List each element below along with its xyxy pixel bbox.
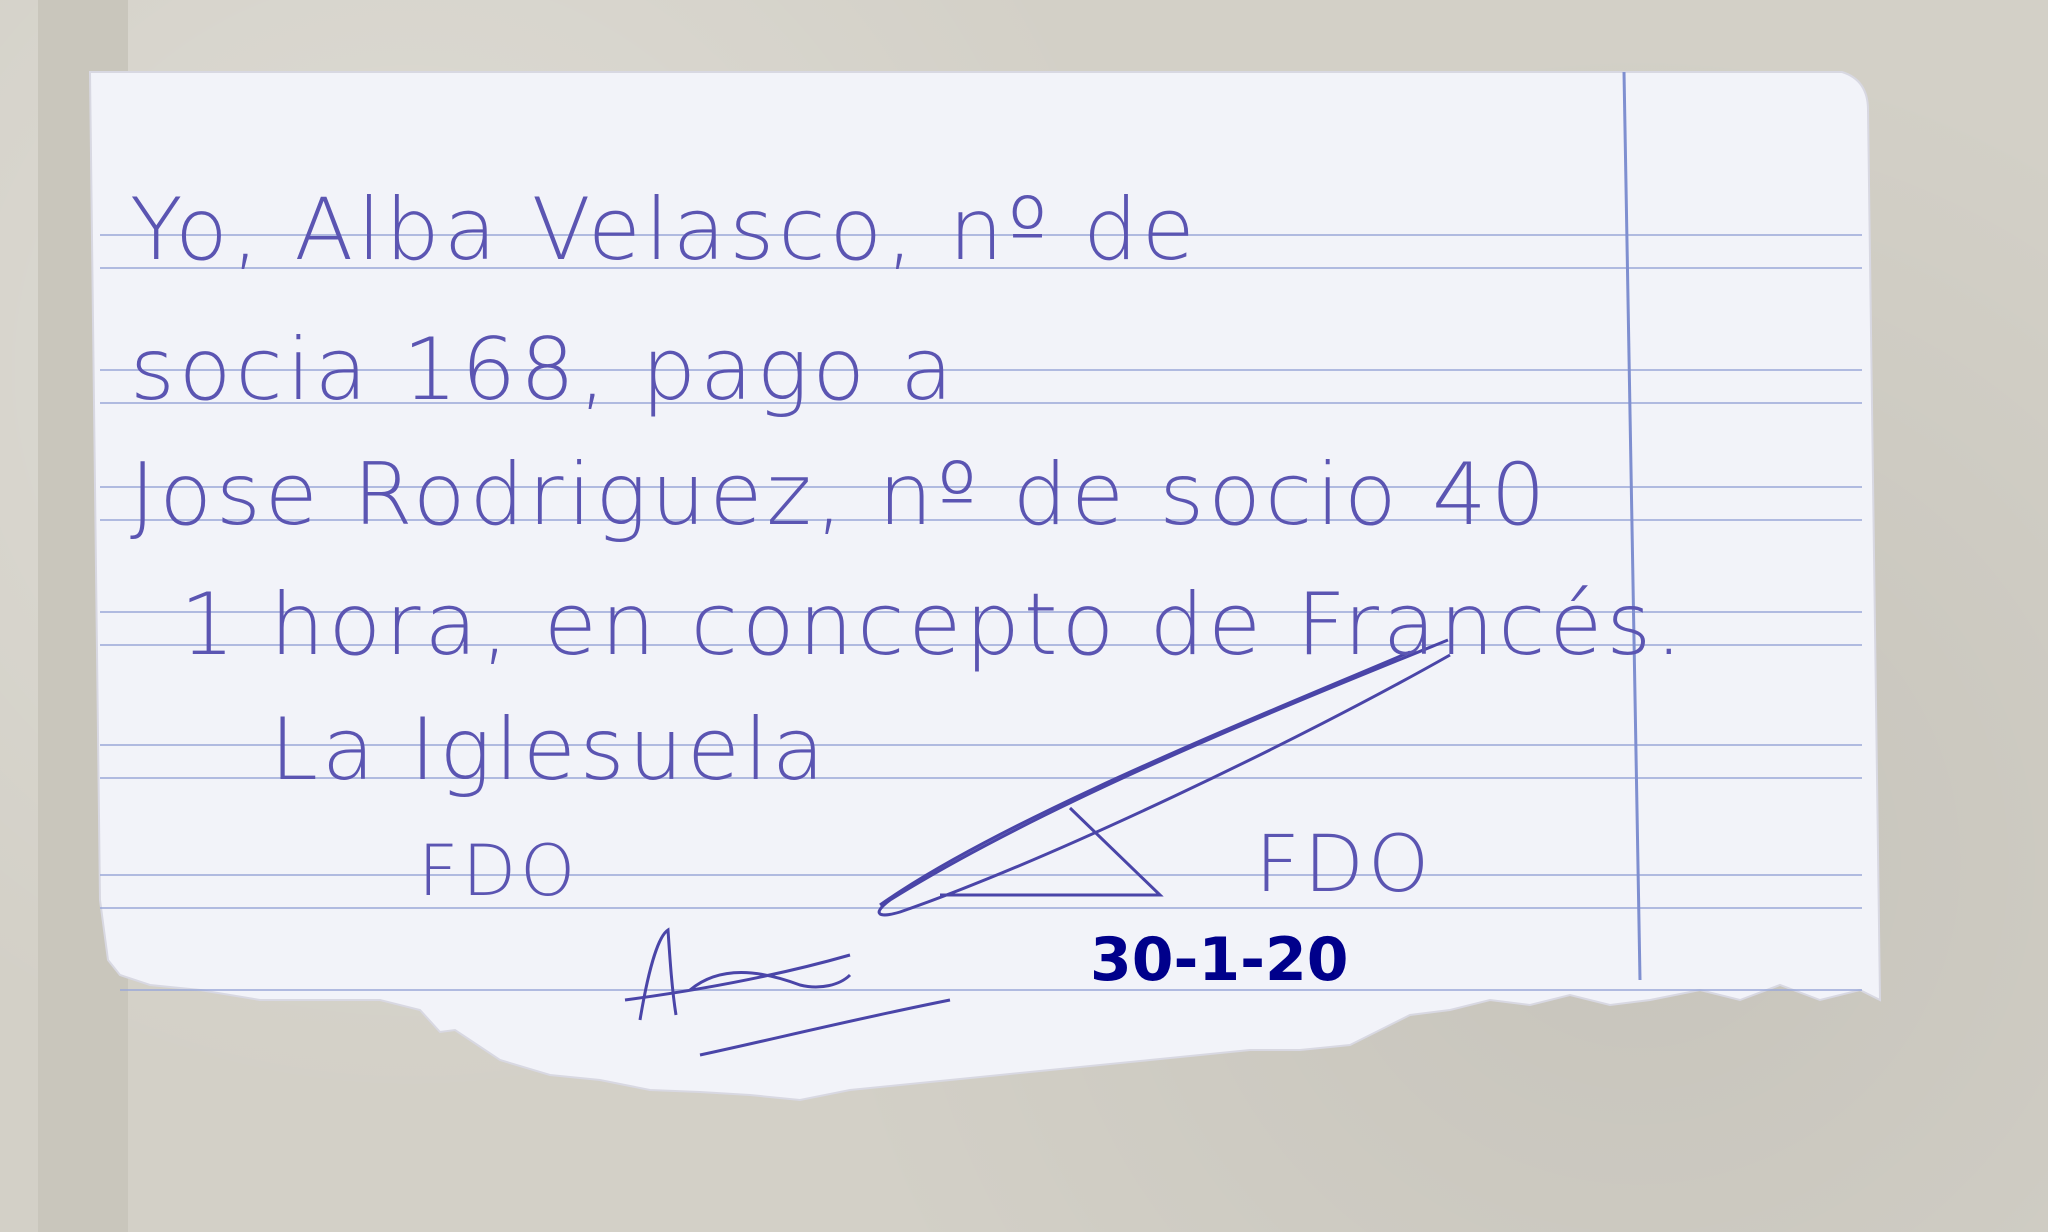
handwritten-line-2: socia 168, pago a <box>130 320 958 420</box>
handwritten-line-1: Yo, Alba Velasco, nº de <box>130 180 1199 280</box>
handwritten-line-5: La Iglesuela <box>270 700 829 800</box>
initials-left: FDO <box>418 830 580 912</box>
handwritten-line-3: Jose Rodriguez, nº de socio 40 <box>130 445 1550 545</box>
date-stamp: 30-1-20 <box>1090 925 1349 995</box>
handwritten-line-4: 1 hora, en concepto de Francés. <box>180 575 1687 675</box>
initials-right: FDO <box>1255 820 1434 910</box>
